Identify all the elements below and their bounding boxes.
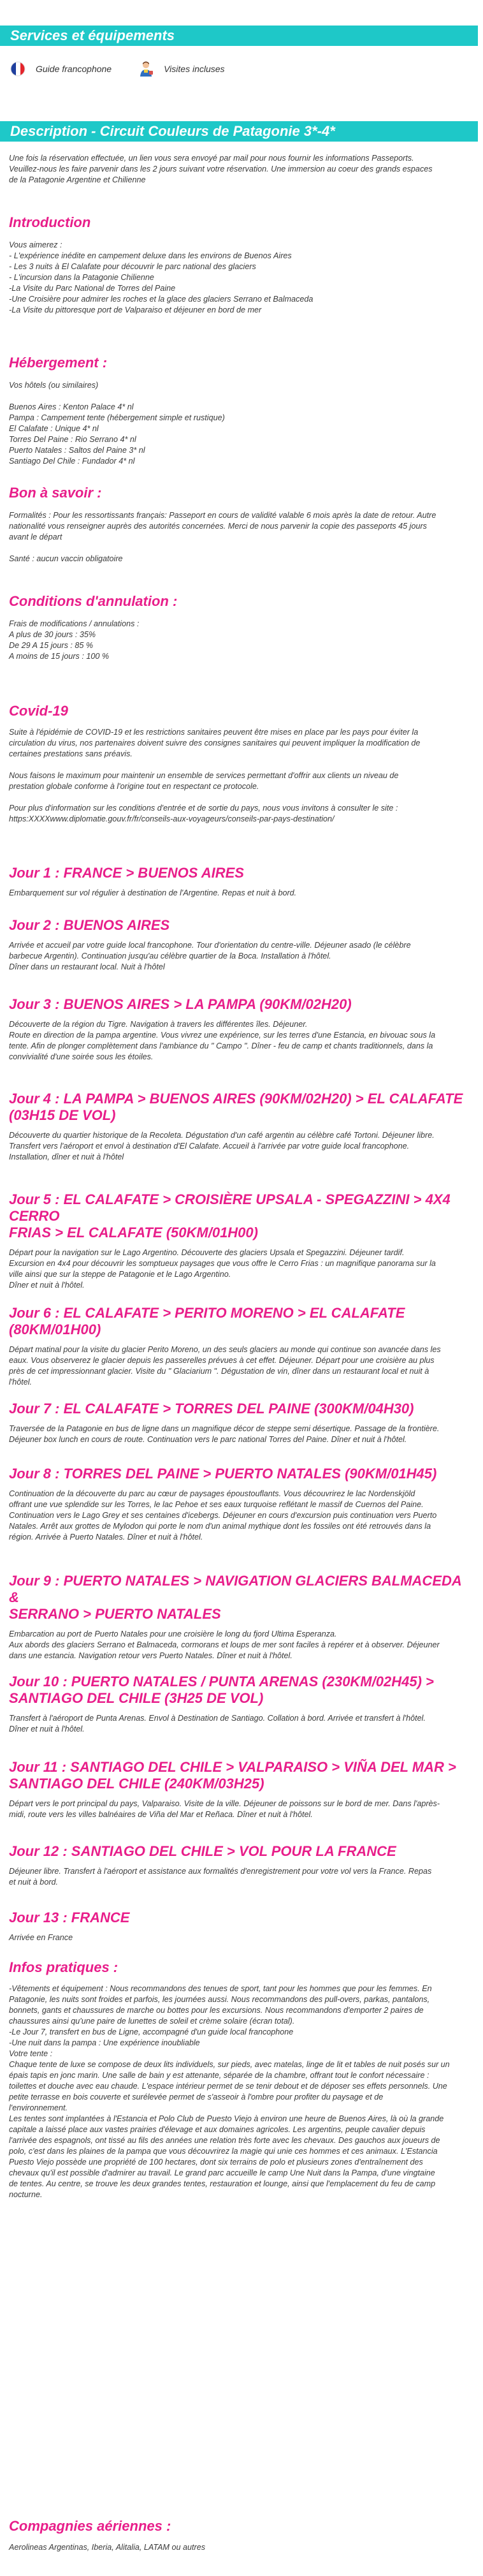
day-text: Déjeuner libre. Transfert à l'aéroport et assistance aux formalités d'enregistrement pour votre vol vers la France. Repas et nuit à bord. — [9, 1867, 432, 1887]
day-title: Jour 8 : TORRES DEL PAINE > PUERTO NATALES (90KM/01H45) — [9, 1466, 437, 1482]
section-jour-1 — [0, 865, 483, 899]
day-title: Jour 9 : PUERTO NATALES > NAVIGATION GLACIERS BALMACEDA & SERRANO > PUERTO NATALES — [9, 1573, 461, 1622]
day-title: Jour 2 : BUENOS AIRES — [9, 917, 170, 933]
day-text: Découverte de la région du Tigre. Navigation à travers les différentes îles. Déjeuner. Route en direction de la pampa argentine. Vous vivrez une expérience, sur les terres d'une Estancia, en bivouac sous la tente. Afin de plonger complètement dans l'ambiance du " Campo ". Dîner - feu de camp et chants traditionnels, dans la convivialité d'une soirée sous les étoiles. — [9, 1020, 436, 1061]
description-header: Description - Circuit Couleurs de Patagonie 3*-4* — [0, 121, 478, 142]
section-text: Aerolineas Argentinas, Iberia, Alitalia, LATAM ou autres — [9, 2543, 205, 2552]
day-title: Jour 13 : FRANCE — [9, 1910, 130, 1925]
day-title: Jour 7 : EL CALAFATE > TORRES DEL PAINE (300KM/04H30) — [9, 1401, 414, 1417]
description-section — [0, 121, 483, 186]
day-text: Embarcation au port de Puerto Natales pour une croisière le long du fjord Ultima Esperanza. Aux abords des glaciers Serrano et Balmaceda, cormorans et loups de mer sont faciles à repérer et à observer. Déjeuner dans une estancia. Navigation retour vers Puerto Natales. Dîner et nuit à l'hôtel. — [9, 1630, 440, 1660]
day-text: Traversée de la Patagonie en bus de ligne dans un magnifique décor de steppe semi désertique. Passage de la frontière. Déjeuner box lunch en cours de route. Continuation vers le parc national Torres del Paine. Dîner et nuit à l'hôtel. — [9, 1424, 440, 1444]
day-title: Jour 5 : EL CALAFATE > CROISIÈRE UPSALA - SPEGAZZINI > 4X4 CERRO FRIAS > EL CALAFATE (50KM/01H00) — [9, 1191, 451, 1240]
section-jour-10 — [0, 1674, 483, 1735]
day-title: Jour 4 : LA PAMPA > BUENOS AIRES (90KM/02H20) > EL CALAFATE (03H15 DE VOL) — [9, 1091, 463, 1123]
description-intro-text: Une fois la réservation effectuée, un lien vous sera envoyé par mail pour nous fournir les informations Passeports. Veuillez-nous les faire parvenir dans les 2 jours suivant votre réservation. Une immersion au coeur des grands espaces de la Patagonie Argentine et Chilienne — [9, 154, 433, 184]
french-flag-icon — [9, 60, 27, 78]
section-text: -Vêtements et équipement : Nous recommandons des tenues de sport, tant pour les hommes que pour les femmes. En Patagonie, les nuits sont froides et parfois, les journées aussi. Nous recommandons des pull-overs, parkas, pantalons, bonnets, gants et chaussures de marche ou bottes pour les excursions. Nous recommandons d'emporter 2 paires de chaussures ainsi qu'une paire de lunettes de soleil et crème solaire (écran total). -Le Jour 7, transfert en bus de Ligne, accompagné d'un guide local francophone -Une nuit dans la pampa : Une expérience inoubliable Votre tente : Chaque tente de luxe se compose de deux lits individuels, sur pieds, avec matelas, linge de lit et tables de nuit posés sur un épais tapis en jonc marin. Une salle de bain y est attenante, séparée de la chambre, offrant tout le confort nécessaire : toilettes et douche avec eau chaude. L'espace intérieur permet de se tenir debout et de déposer ses effets personnels. Une petite terrasse en bois couverte et surélevée permet de s'asseoir à l'ombre pour profiter du paysage et de l'environnement. Les tentes sont implantées à l'Estancia et Polo Club de Puesto Viejo à environ une heure de Buenos Aires, là où la grande capitale a laissé place aux vastes prairies d'élevage et aux domaines agricoles. Les argentins, peuple cavalier depuis l'arrivée des espagnols, ont tissé au fils des années une relation très forte avec les chevaux. Des gauchos aux joueurs de polo, c'est dans les plaines de la pampa que vous découvrirez la magie qui unie ces hommes et ces animaux. L'Estancia Puesto Viejo possède une propriété de 100 hectares, dont six terrains de polo et plusieurs zones d'entraînement des chevaux qu'il est possible d'admirer au travail. Le grand parc accueille le camp Une Nuit dans la Pampa, d'une vingtaine de tentes. Au centre, se trouve les deux grandes tentes, restauration et lounge, ainsi que l'emplacement du feu de camp nocturne. — [9, 1984, 450, 2199]
section-text: Suite à l'épidémie de COVID-19 et les restrictions sanitaires peuvent être mises en place par les pays pour éviter la circulation du virus, nos partenaires doivent suivre des consignes sanitaires qui peuvent impliquer la modification de certaines prestations sans préavis. Nous faisons le maximum pour maintenir un ensemble de services permettant d'offrir aux clients un niveau de prestation globale conforme à l'origine tout en respectant ce protocole. Pour plus d'information sur les conditions d'entrée et de sortie du pays, nous vous invitons à consulter le site : https:XXXXwww.diplomatie.gouv.fr/fr/conseils-aux-voyageurs/conseils-par-pays-destination/ — [9, 728, 421, 823]
day-title: Jour 12 : SANTIAGO DEL CHILE > VOL POUR LA FRANCE — [9, 1843, 396, 1859]
service-label-visits: Visites incluses — [164, 64, 225, 74]
section-jour-8 — [0, 1466, 483, 1543]
section-jour-13 — [0, 1910, 483, 1943]
section-jour-12 — [0, 1843, 483, 1888]
day-title: Jour 10 : PUERTO NATALES / PUNTA ARENAS (230KM/02H45) > SANTIAGO DEL CHILE (3H25 DE VOL) — [9, 1674, 434, 1706]
services-list — [0, 57, 483, 80]
section-jour-7 — [0, 1401, 483, 1445]
services-section — [0, 26, 483, 80]
section-title: Bon à savoir : — [9, 485, 102, 501]
section-title: Covid-19 — [9, 703, 68, 719]
section-jour-2 — [0, 917, 483, 973]
day-text: Arrivée et accueil par votre guide local francophone. Tour d'orientation du centre-ville. Déjeuner asado (le célèbre barbecue Argentin). Continuation jusqu'au célèbre quartier de la Boca. Installation à l'hôtel. Dîner dans un restaurant local. Nuit à l'hôtel — [9, 941, 411, 971]
section-hebergement — [0, 355, 483, 467]
section-jour-5 — [0, 1191, 483, 1291]
section-title: Introduction — [9, 214, 91, 230]
day-text: Arrivée en France — [9, 1933, 73, 1942]
section-compagnies — [0, 2518, 483, 2553]
services-header: Services et équipements — [0, 26, 478, 46]
service-item — [137, 60, 224, 78]
day-text: Embarquement sur vol régulier à destination de l'Argentine. Repas et nuit à bord. — [9, 888, 297, 897]
section-jour-9 — [0, 1573, 483, 1661]
section-introduction — [0, 214, 483, 316]
section-bon-a-savoir — [0, 485, 483, 564]
description-intro — [0, 153, 483, 186]
section-jour-4 — [0, 1091, 483, 1163]
day-text: Départ matinal pour la visite du glacier Perito Moreno, un des seuls glaciers au monde qui continue son avancée dans les eaux. Vous observerez le glacier depuis les passerelles prévues à cet effet. Déjeuner. Départ pour une croisière au plus près de cet impressionnant glacier. Visite du " Glaciarium ". Dégustation de vin, dîner dans un restaurant local et nuit à l'hôtel. — [9, 1345, 441, 1387]
section-annulation — [0, 593, 483, 662]
section-jour-11 — [0, 1759, 483, 1820]
day-text: Départ vers le port principal du pays, Valparaiso. Visite de la ville. Déjeuner de poissons sur le bord de mer. Dans l'après- midi, route vers les villes balnéaires de Viña del Mar et Reñaca. Dîner et nuit à l'hôtel. — [9, 1799, 440, 1819]
day-text: Départ pour la navigation sur le Lago Argentino. Découverte des glaciers Upsala et Spegazzini. Déjeuner tardif. Excursion en 4x4 pour découvrir les somptueux paysages que vous offre le Cerro Frias : un magnifique panorama sur la ville ainsi que sur la steppe de Patagonie et le Lago Argentino. Dîner et nuit à l'hôtel. — [9, 1248, 436, 1290]
section-title: Infos pratiques : — [9, 1959, 119, 1975]
section-title: Conditions d'annulation : — [9, 593, 178, 609]
day-text: Transfert à l'aéroport de Punta Arenas. Envol à Destination de Santiago. Collation à bord. Arrivée et transfert à l'hôtel. Dîner et nuit à l'hôtel. — [9, 1714, 426, 1733]
section-text: Frais de modifications / annulations : A plus de 30 jours : 35% De 29 A 15 jours : 85 % A moins de 15 jours : 100 % — [9, 619, 140, 661]
day-title: Jour 1 : FRANCE > BUENOS AIRES — [9, 865, 244, 881]
section-text: Vous aimerez : - L'expérience inédite en campement deluxe dans les environs de Buenos Aires - Les 3 nuits à El Calafate pour découvrir le parc national des glaciers - L'incursion dans la Patagonie Chilienne -La Visite du Parc National de Torres del Paine -Une Croisière pour admirer les roches et la glace des glaciers Serrano et Balmaceda -La Visite du pittoresque port de Valparaiso et déjeuner en bord de mer — [9, 240, 314, 314]
day-title: Jour 11 : SANTIAGO DEL CHILE > VALPARAISO > VIÑA DEL MAR > SANTIAGO DEL CHILE (240KM/03H25) — [9, 1759, 456, 1792]
day-title: Jour 3 : BUENOS AIRES > LA PAMPA (90KM/02H20) — [9, 996, 352, 1012]
day-title: Jour 6 : EL CALAFATE > PERITO MORENO > EL CALAFATE (80KM/01H00) — [9, 1305, 405, 1337]
visitor-person-icon — [137, 60, 155, 78]
section-jour-3 — [0, 996, 483, 1063]
service-label-guide: Guide francophone — [36, 64, 112, 74]
day-text: Continuation de la découverte du parc au cœur de paysages époustouflants. Vous découvrirez le lac Nordenskjöld offrant une vue splendide sur les Torres, le lac Pehoe et ses eaux turquoise reflétant le massif de Cuernos del Paine. Continuation vers le Lago Grey et ses centaines d'icebergs. Déjeuner en cours d'excursion puis continuation vers Puerto Natales. Arrêt aux grottes de Mylodon qui porte le nom d'un animal mythique dont les fossiles ont été retrouvés dans la région. Arrivée à Puerto Natales. Dîner et nuit à l'hôtel. — [9, 1489, 437, 1542]
section-text: Formalités : Pour les ressortissants français: Passeport en cours de validité valable 6 mois après la date de retour. Autre nationalité vous renseigner auprès des autorités concernées. Merci de nous parvenir la copie des passeports 45 jours avant le départ Santé : aucun vaccin obligatoire — [9, 511, 436, 563]
section-title: Hébergement : — [9, 355, 108, 371]
day-text: Découverte du quartier historique de la Recoleta. Dégustation d'un café argentin au célèbre café Tortoni. Déjeuner libre. Transfert vers l'aéroport et envol à destination d'El Calafate. Accueil à l'arrivée par votre guide local francophone. Installation, dîner et nuit à l'hôtel — [9, 1131, 435, 1161]
section-title: Compagnies aériennes : — [9, 2518, 171, 2534]
section-infos-pratiques — [0, 1959, 483, 2200]
section-covid — [0, 703, 483, 825]
service-item — [9, 60, 112, 78]
section-text: Vos hôtels (ou similaires) Buenos Aires : Kenton Palace 4* nl Pampa : Campement tente (hébergement simple et rustique) El Calafate : Unique 4* nl Torres Del Paine : Rio Serrano 4* nl Puerto Natales : Saltos del Paine 3* nl Santiago Del Chile : Fundador 4* nl — [9, 381, 225, 466]
section-jour-6 — [0, 1305, 483, 1388]
